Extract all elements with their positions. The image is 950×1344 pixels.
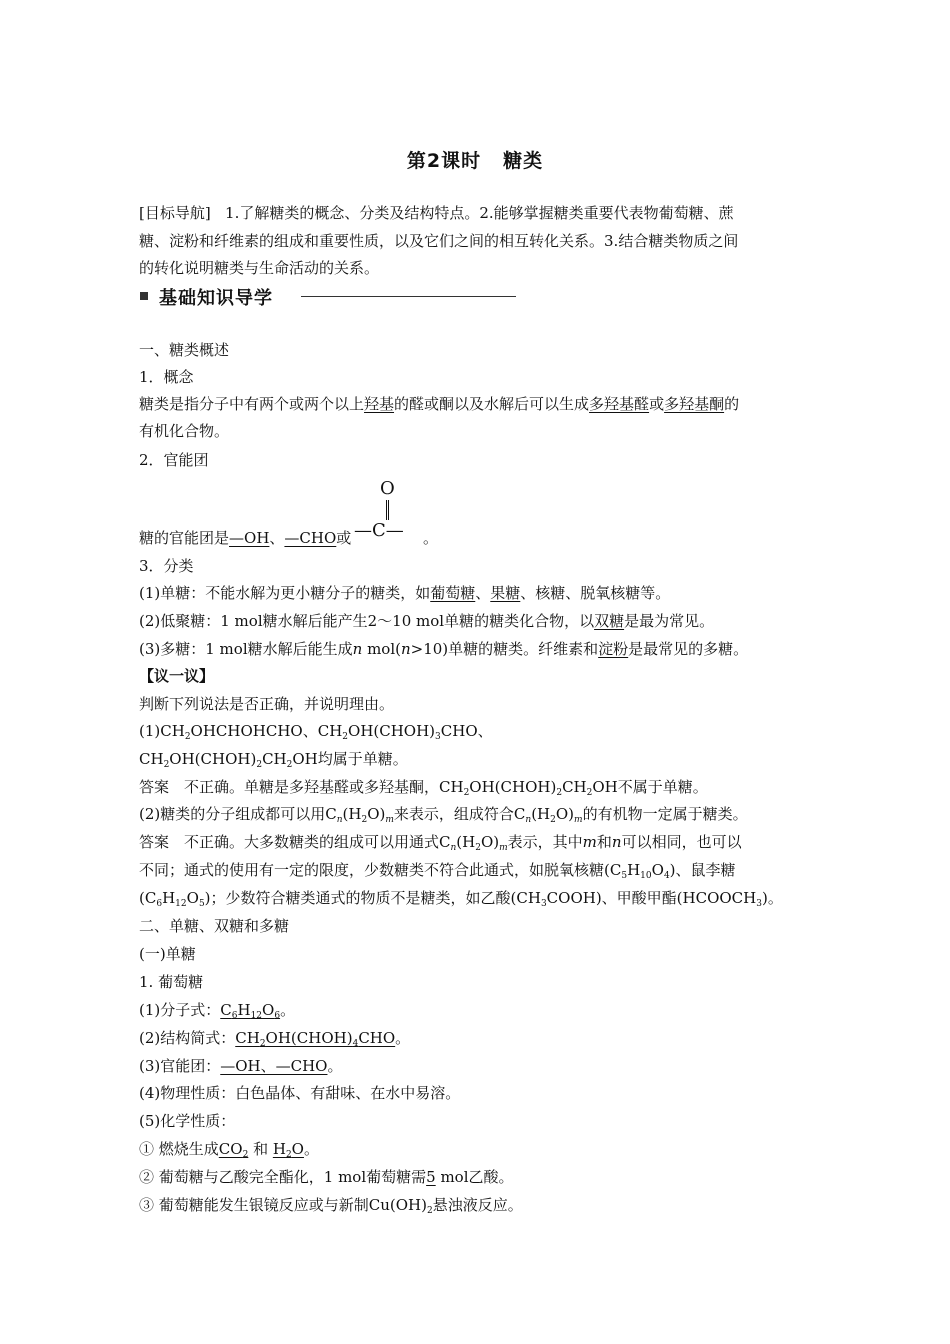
chemical-property-1: ① 燃烧生成$CO_2$ 和 $H_2O$。 xyxy=(139,1140,319,1160)
answer-2-line-1: 答案 不正确。大多数糖类的组成可以用通式$C_n(H_2O)_m$表示，其中m和n可以相同，也可以 xyxy=(139,833,742,853)
question-1-line-1: $(1)CH_2OHCHOHCHO$、$CH_2OH(CHOH)_3CHO$、 xyxy=(139,722,493,742)
classify-heading: 3．分类 xyxy=(139,557,194,575)
glucose-heading: 1. 葡萄糖 xyxy=(139,973,204,991)
part1-heading: 一、糖类概述 xyxy=(139,341,230,359)
lesson-number: 第2课时 xyxy=(406,150,482,172)
page-title xyxy=(0,146,950,173)
objectives-line-2: 糖、淀粉和纤维素的组成和重要性质，以及它们之间的相互转化关系。3.结合糖类物质之间 xyxy=(139,232,739,250)
lesson-topic: 糖类 xyxy=(503,150,544,172)
objectives-line-3: 的转化说明糖类与生命活动的关系。 xyxy=(139,259,380,277)
heading-rule xyxy=(301,296,516,297)
square-bullet-icon xyxy=(140,292,148,300)
functional-heading: 2．官能团 xyxy=(139,451,209,469)
concept-line-2: 有机化合物。 xyxy=(139,422,230,440)
carbonyl-structure: O —C— xyxy=(354,478,404,541)
chemical-property-3: ③ 葡萄糖能发生银镜反应或与新制$Cu(OH)_2$悬浊液反应。 xyxy=(139,1196,523,1216)
answer-2-line-2: 不同；通式的使用有一定的限度，少数糖类不符合此通式，如脱氧核糖$(C_5H_{10}O_4)$、鼠李糖 xyxy=(139,861,736,881)
glucose-chemical: (5)化学性质： xyxy=(139,1112,236,1130)
concept-heading: 1．概念 xyxy=(139,368,194,386)
question-1-line-2: $CH_2OH(CHOH)_2CH_2OH$均属于单糖。 xyxy=(139,750,408,770)
glucose-functional-groups: (3)官能团：—OH、—CHO。 xyxy=(139,1057,343,1075)
monosaccharide-heading: (一)单糖 xyxy=(139,945,196,963)
discuss-heading: 【议一议】 xyxy=(139,667,215,685)
answer-1: 答案 不正确。单糖是多羟基醛或多羟基酮，$CH_2OH(CHOH)_2CH_2OH$不属于单糖。 xyxy=(139,778,708,798)
concept-line-1: 糖类是指分子中有两个或两个以上羟基的醛或酮以及水解后可以生成多羟基醛或多羟基酮的 xyxy=(139,395,740,413)
section-heading: 基础知识导学 xyxy=(139,284,539,310)
glucose-formula: (1)分子式：$C_6H_{12}O_6$。 xyxy=(139,1001,296,1021)
classify-oligo: (2)低聚糖：1 mol糖水解后能产生2～10 mol单糖的糖类化合物，以双糖是最为常见。 xyxy=(139,612,715,630)
glucose-physical: (4)物理性质：白色晶体、有甜味、在水中易溶。 xyxy=(139,1084,461,1102)
question-2: (2)糖类的分子组成都可以用$C_n(H_2O)_m$来表示，组成符合$C_n(H_2O)_m$的有机物一定属于糖类。 xyxy=(139,805,748,825)
functional-line: 糖的官能团是—OH、—CHO或 xyxy=(139,529,352,547)
answer-2-line-3: $(C_6H_{12}O_5)$；少数符合糖类通式的物质不是糖类，如乙酸$(CH_3COOH)$、甲酸甲酯$(HCOOCH_3)$。 xyxy=(139,889,783,909)
discuss-intro: 判断下列说法是否正确，并说明理由。 xyxy=(139,695,395,713)
chemical-property-2: ② 葡萄糖与乙酸完全酯化，1 mol葡萄糖需5 mol乙酸。 xyxy=(139,1168,514,1186)
functional-end: 。 xyxy=(423,529,439,547)
glucose-structure: (2)结构简式：$CH_2OH(CHOH)_4CHO$。 xyxy=(139,1029,411,1049)
classify-mono: (1)单糖：不能水解为更小糖分子的糖类，如葡萄糖、果糖、核糖、脱氧核糖等。 xyxy=(139,584,671,602)
objectives-line-1: [目标导航] 1.了解糖类的概念、分类及结构特点。2.能够掌握糖类重要代表物葡萄糖、蔗 xyxy=(139,204,734,222)
classify-poly: (3)多糖：1 mol糖水解后能生成n mol(n>10)单糖的糖类。纤维素和淀粉是最常见的多糖。 xyxy=(139,640,749,658)
part2-heading: 二、单糖、双糖和多糖 xyxy=(139,917,290,935)
objectives-tag: [目标导航] xyxy=(139,204,211,222)
